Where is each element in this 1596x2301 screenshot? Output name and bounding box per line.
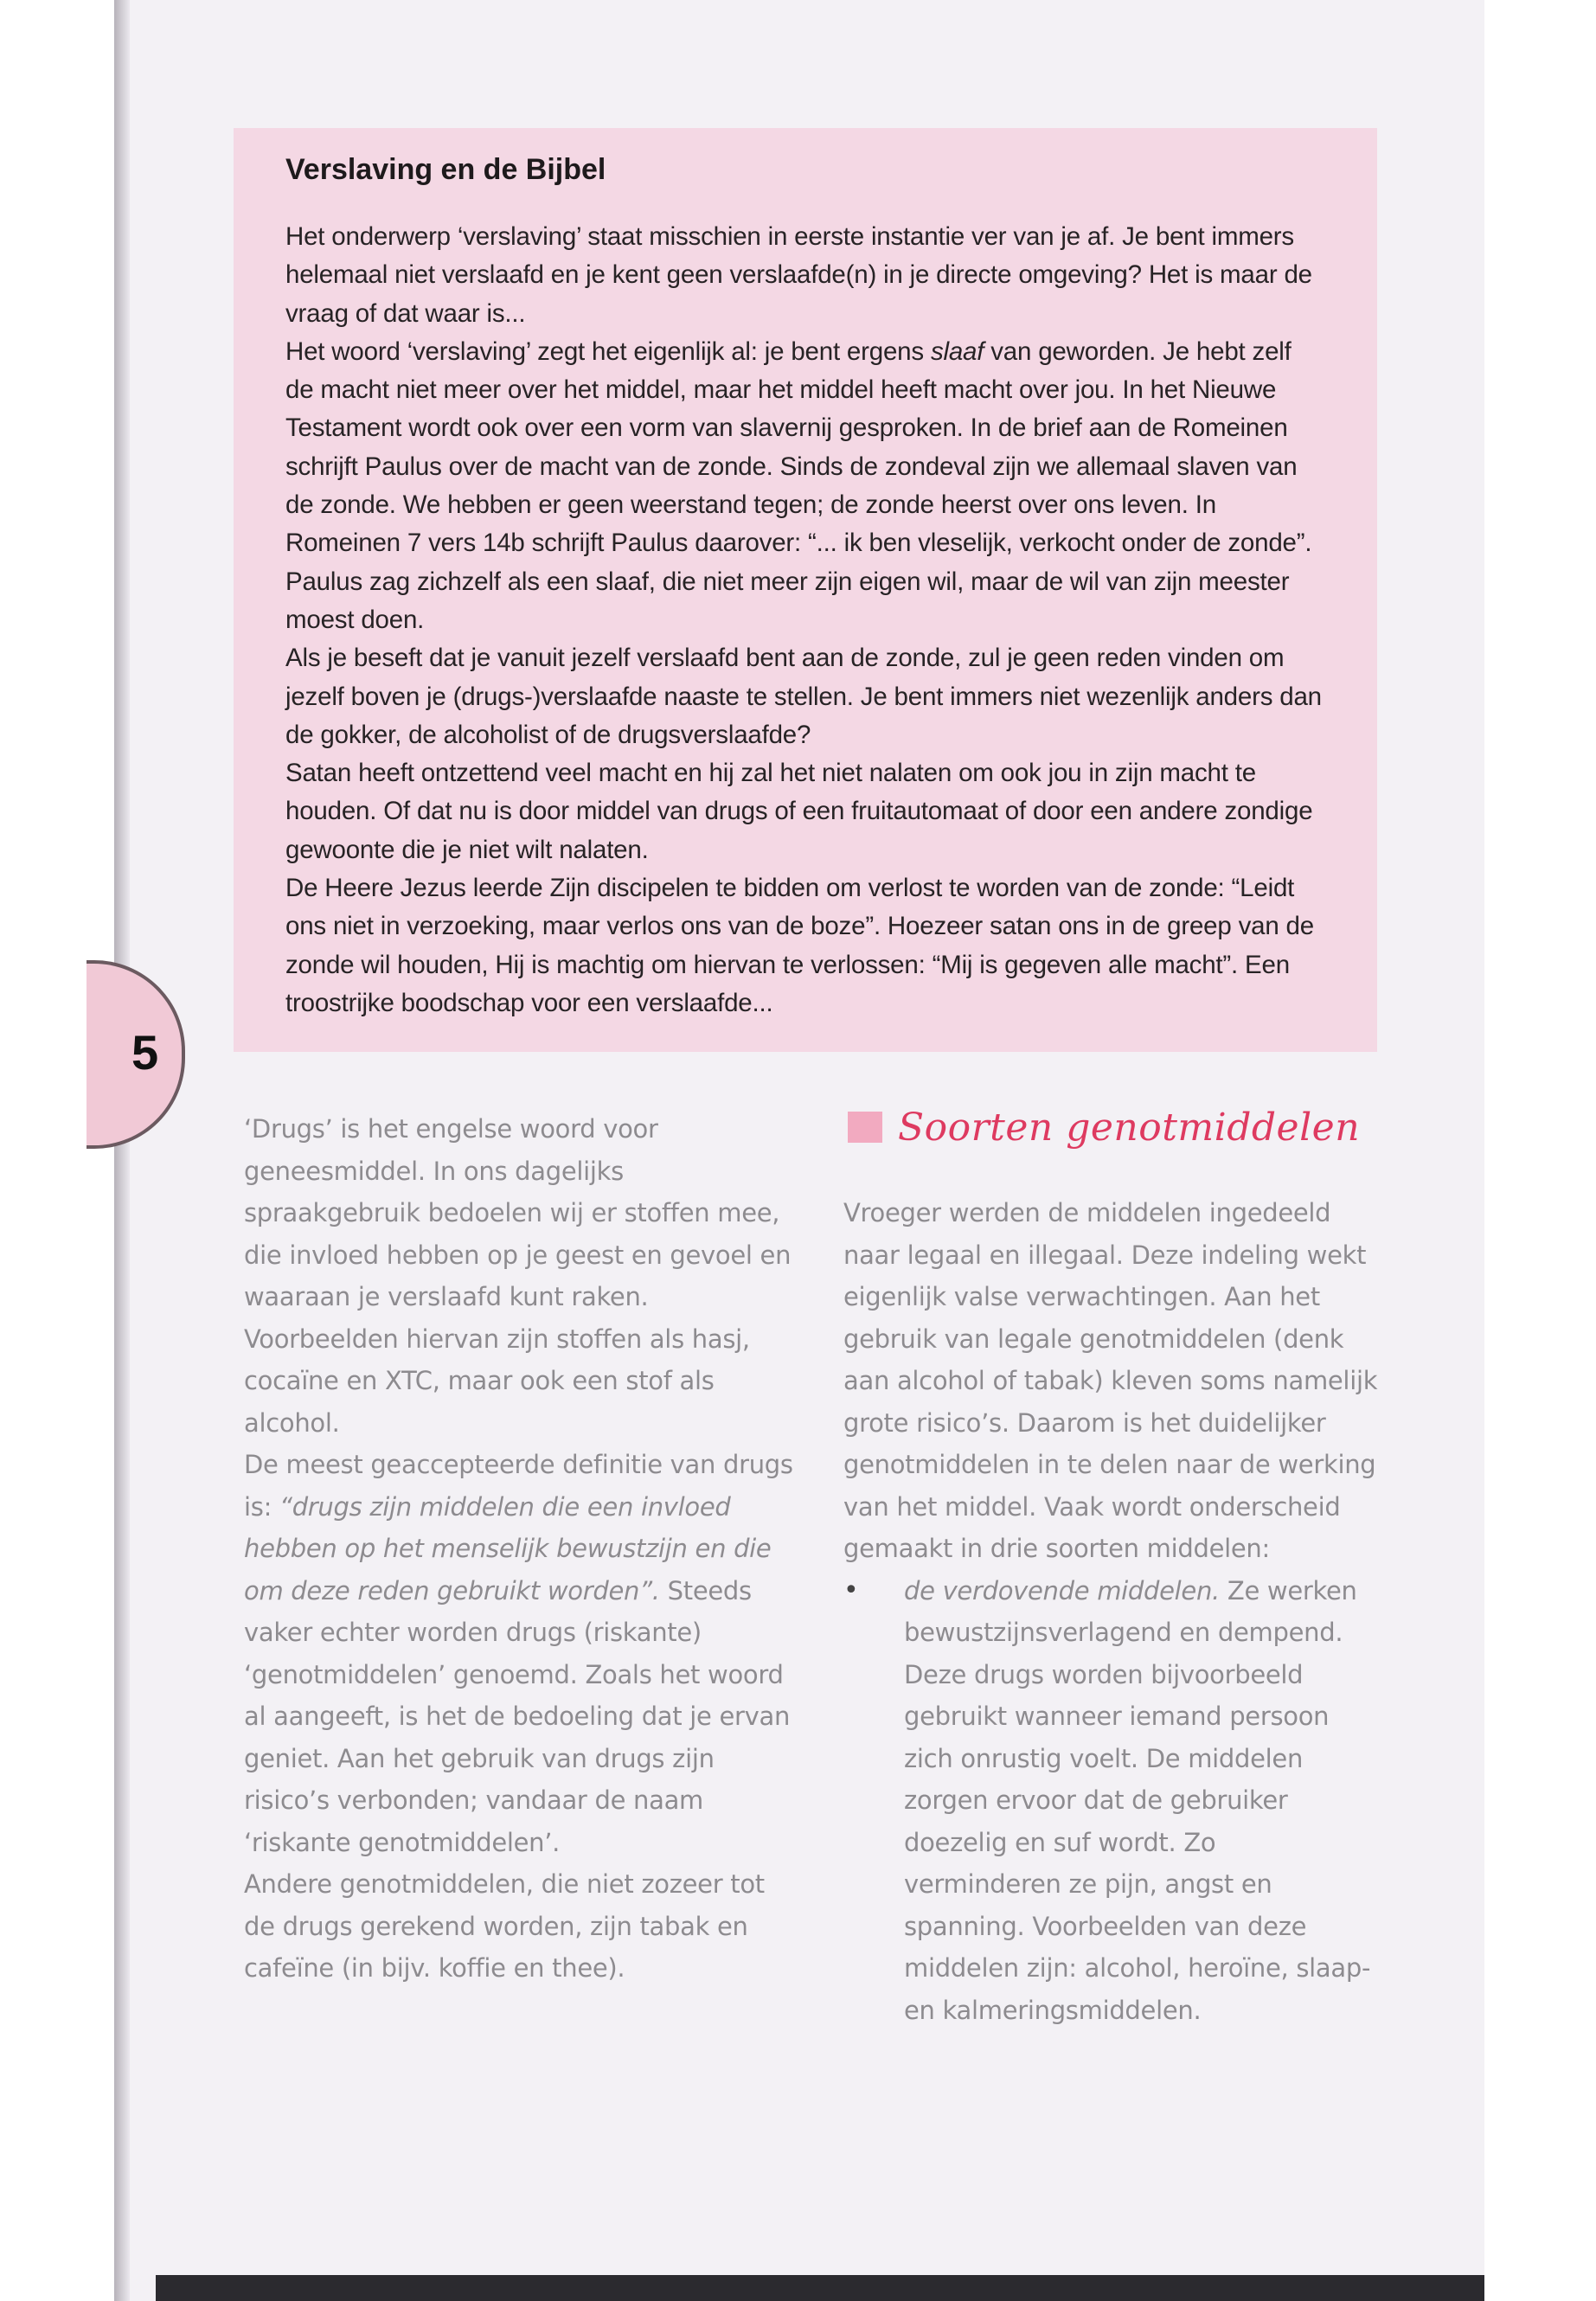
right-column [843,1192,1380,2031]
chapter-tab-number: 5 [131,1025,159,1080]
definition-quote: “drugs zijn middelen die een invloed hebben op het menselijk bewustzijn en die om deze reden gebruikt worden”. [244,1491,772,1606]
left-paragraph-1: ‘Drugs’ is het engelse woord voor geneesmiddel. In ons dagelijks spraakgebruik bedoelen wij er stoffen mee, die invloed hebben op je geest en gevoel en waaraan je verslaafd kunt raken. Voorbeelden hiervan zijn stoffen als hasj, cocaïne en XTC, maar ook een stof als alcohol. [244,1114,792,1438]
bottom-edge-bar [156,2275,1484,2301]
section-heading [848,1097,1360,1157]
bullet-list [843,1570,1380,2032]
box-paragraph-2: Het woord ‘verslaving’ zegt het eigenlijk al: je bent ergens slaaf van geworden. Je hebt zelf de macht niet meer over het middel, maar het middel heeft macht over jou. In het Nieuwe Testament wordt ook over een vorm van slavernij gesproken. In de brief aan de Romeinen schrijft Paulus over de macht van de zonde. Sinds de zondeval zijn we allemaal slaven van de zonde. We hebben er geen weerstand tegen; de zonde heerst over ons leven. In Romeinen 7 vers 14b schrijft Paulus daarover: “... ik ben vleselijk, verkocht onder de zonde”. Paulus zag zichzelf als een slaaf, die niet meer zijn eigen wil, maar de wil van zijn meester moest doen. [285,336,1312,634]
bullet-icon: • [843,1574,859,1606]
left-paragraph-3: Andere genotmiddelen, die niet zozeer tot de drugs gerekend worden, zijn tabak en cafeïne (in bijv. koffie en thee). [244,1869,765,1983]
heading-square-icon [848,1112,882,1143]
definition-intro: De meest geaccepteerde definitie van drugs is: [244,1450,793,1522]
left-column [244,1108,798,1990]
box-paragraph-3: Als je beseft dat je vanuit jezelf verslaafd bent aan de zonde, zul je geen reden vinden om jezelf boven je (drugs-)verslaafde naaste te stellen. Je bent immers niet wezenlijk anders dan de gokker, de alcoholist of de drugsverslaafde? [285,644,1322,749]
left-paragraph-2 [244,1444,798,1863]
box-italic-word: slaaf [930,336,984,366]
section-heading-text: Soorten genotmiddelen [898,1105,1361,1150]
box-title: Verslaving en de Bijbel [285,153,606,186]
box-paragraph-1: Het onderwerp ‘verslaving’ staat misschien in eerste instantie ver van je af. Je bent immers helemaal niet verslaafd en je kent geen verslaafde(n) in je directe omgeving? Het is maar de vraag of dat waar is... [285,222,1312,328]
bible-info-box [234,128,1377,1052]
page-right-margin [1484,0,1596,2301]
bullet-text: Ze werken bewustzijnsverlagend en dempend. Deze drugs worden bijvoorbeeld gebruikt wanneer iemand persoon zich onrustig voelt. De middelen zorgen ervoor dat de gebruiker doezelig en suf wordt. Zo verminderen ze pijn, angst en spanning. Voorbeelden van deze middelen zijn: alcohol, heroïne, slaap- en kalmeringsmiddelen. [904,1575,1371,2025]
list-item [843,1570,1380,2032]
right-paragraph-1: Vroeger werden de middelen ingedeeld naar legaal en illegaal. Deze indeling wekt eigenlijk valse verwachtingen. Aan het gebruik van legale genotmiddelen (denk aan alcohol of tabak) kleven soms namelijk grote risico’s. Daarom is het duidelijker genotmiddelen in te delen naar de werking van het middel. Vaak wordt onderscheid gemaakt in drie soorten middelen: [843,1198,1378,1563]
book-spine-shadow [114,0,130,2301]
box-paragraph-5: De Heere Jezus leerde Zijn discipelen te bidden om verlost te worden van de zonde: “Leidt ons niet in verzoeking, maar verlos ons van de boze”. Hoezeer satan ons in de greep van de zonde wil houden, Hij is machtig om hiervan te verlossen: “Mij is gegeven alle macht”. Een troostrijke boodschap voor een verslaafde... [285,874,1314,1017]
box-paragraph-4: Satan heeft ontzettend veel macht en hij zal het niet nalaten om ook jou in zijn macht te houden. Of dat nu is door middel van drugs of een fruitautomaat of door een andere zondige gewoonte die je niet wilt nalaten. [285,759,1313,864]
definition-rest: Steeds vaker echter worden drugs (riskante) ‘genotmiddelen’ genoemd. Zoals het woord al aangeeft, is het de bedoeling dat je ervan geniet. Aan het gebruik van drugs zijn risico’s verbonden; vandaar de naam ‘riskante genotmiddelen’. [244,1575,791,1857]
bullet-term: de verdovende middelen. [904,1575,1220,1606]
